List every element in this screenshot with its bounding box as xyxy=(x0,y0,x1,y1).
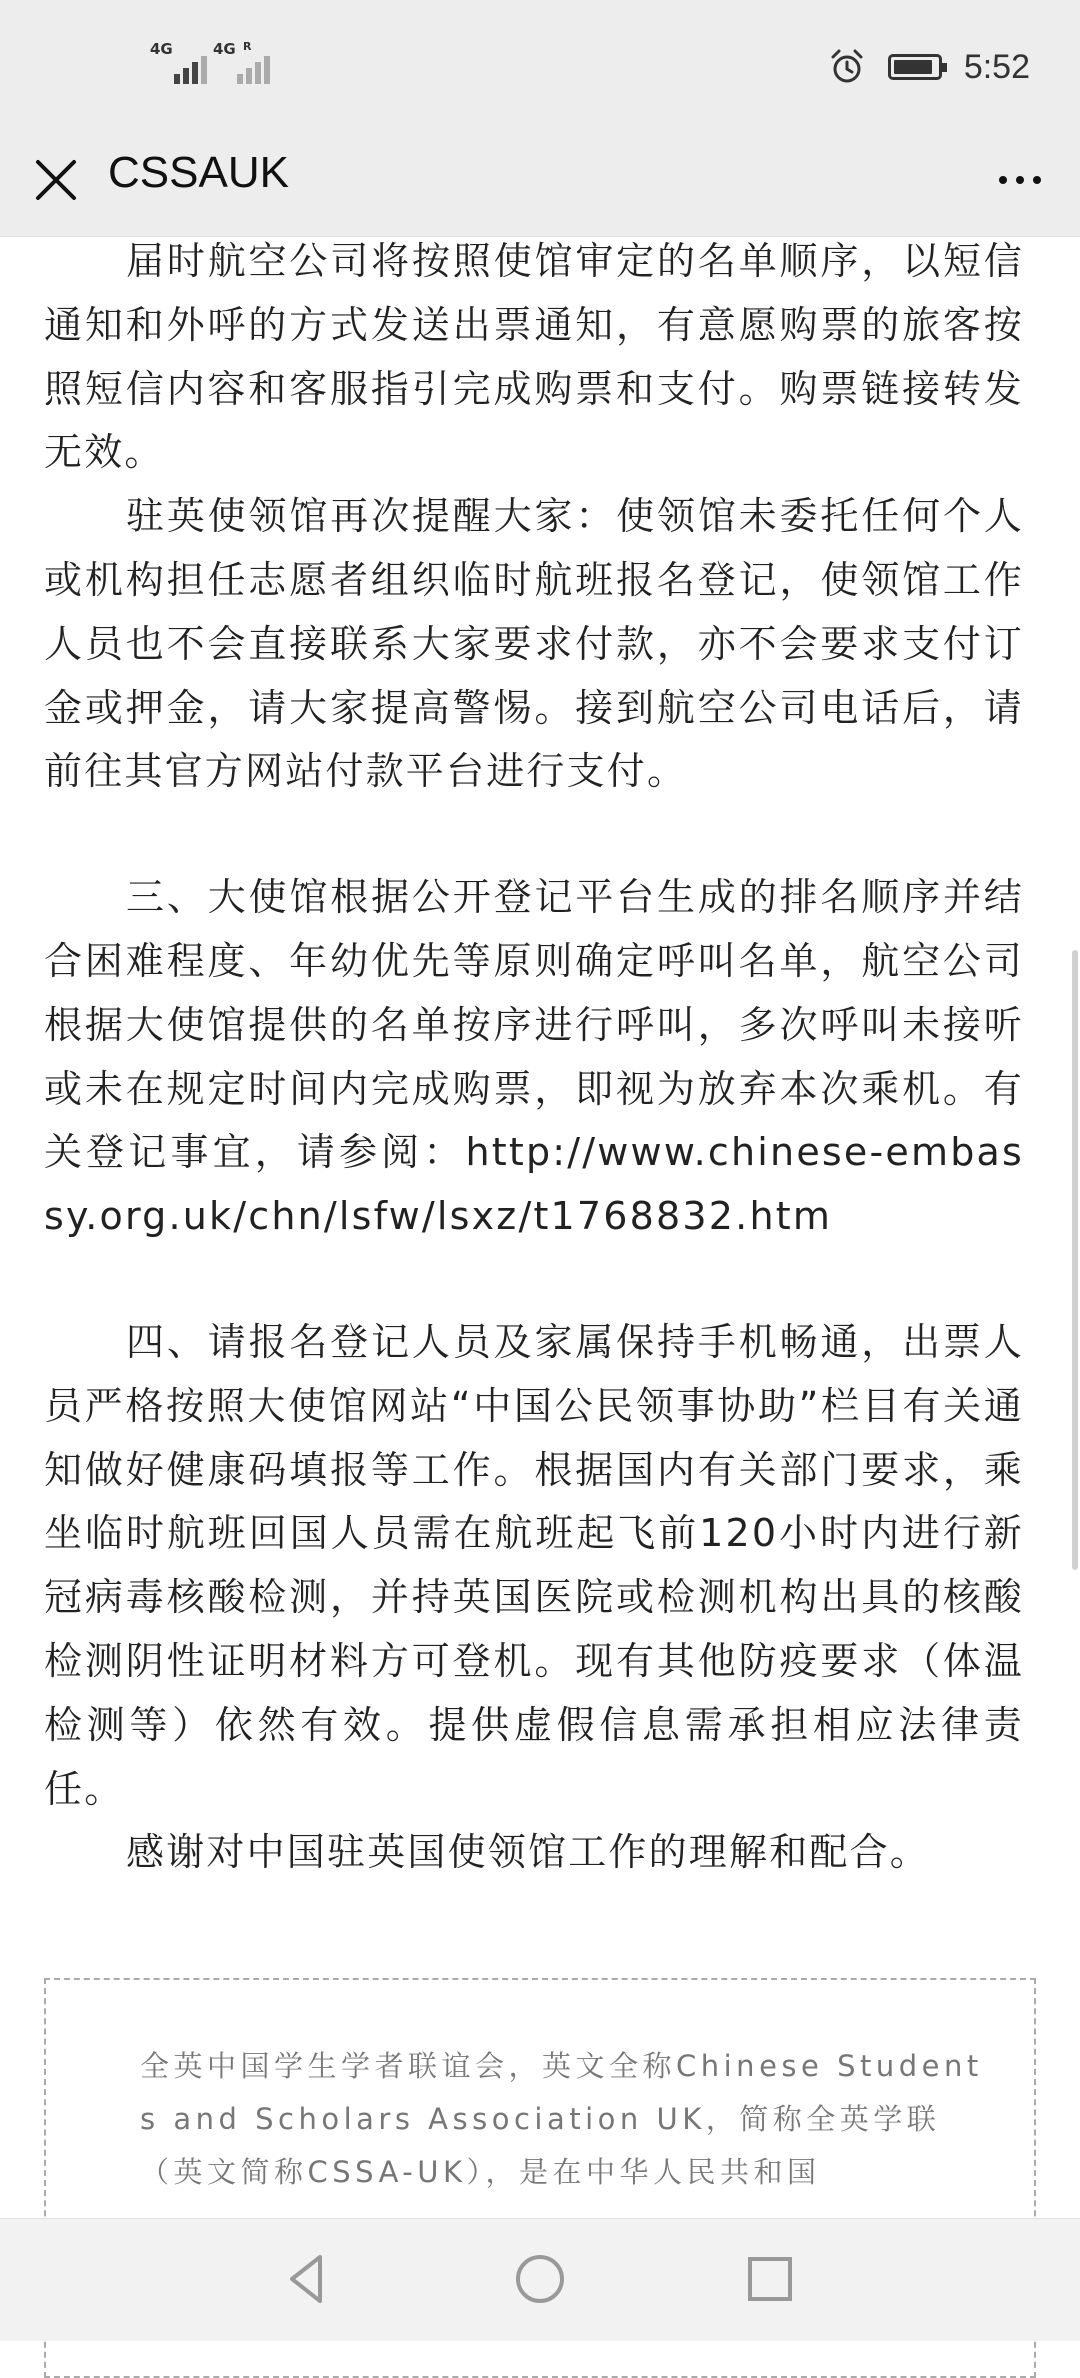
article-body xyxy=(44,230,1024,1885)
signal-icon xyxy=(213,40,273,86)
more-button[interactable] xyxy=(988,152,1052,208)
recents-button[interactable] xyxy=(738,2247,802,2311)
article-paragraph: 届时航空公司将按照使馆审定的名单顺序，以短信通知和外呼的方式发送出票通知，有意愿购票的旅客按照短信内容和客服指引完成购票和支付。购票链接转发无效。 xyxy=(44,239,1024,475)
back-icon xyxy=(276,2247,340,2311)
signal-icon xyxy=(150,40,210,86)
article-paragraph: 驻英使领馆再次提醒大家：使领馆未委托任何个人或机构担任志愿者组织临时航班报名登记，使领馆工作人员也不会直接联系大家要求付款，亦不会要求支付订金或押金，请大家提高警惕。接到航空公司电话后，请前往其官方网站付款平台进行支付。 xyxy=(44,494,1024,794)
alarm-icon xyxy=(828,48,866,86)
page-title: CSSAUK xyxy=(108,148,289,197)
clock: 5:52 xyxy=(963,47,1030,86)
status-right xyxy=(828,42,1030,92)
roaming-label: R xyxy=(243,40,252,53)
battery-icon xyxy=(888,54,942,80)
recents-icon xyxy=(738,2247,802,2311)
info-text: 全英中国学生学者联谊会，英文全称Chinese Students and Scholars Association UK，简称全英学联（英文简称CSSA-UK），是在中华人民共和国 xyxy=(140,2049,983,2189)
navigation-bar xyxy=(0,2218,1080,2341)
back-button[interactable] xyxy=(276,2247,340,2311)
article-paragraph: 三、大使馆根据公开登记平台生成的排名顺序并结合困难程度、年幼优先等原则确定呼叫名单，航空公司根据大使馆提供的名单按序进行呼叫，多次呼叫未接听或未在规定时间内完成购票，即视为放弃本次乘机。有关登记事宜，请参阅：http://www.chinese-embassy.org.uk/chn/lsfw/lsxz/t1768832.htm xyxy=(44,875,1024,1239)
more-icon xyxy=(999,176,1007,184)
network-type-label: 4G xyxy=(150,40,173,58)
scrollbar[interactable] xyxy=(1072,950,1078,1570)
network-type-label: 4G xyxy=(213,40,236,58)
app-header xyxy=(0,130,1080,237)
close-button[interactable] xyxy=(28,152,84,208)
article-paragraph: 感谢对中国驻英国使领馆工作的理解和配合。 xyxy=(126,1830,931,1875)
status-bar xyxy=(0,0,1080,130)
article-paragraph: 四、请报名登记人员及家属保持手机畅通，出票人员严格按照大使馆网站“中国公民领事协助”栏目有关通知做好健康码填报等工作。根据国内有关部门要求，乘坐临时航班回国人员需在航班起飞前120小时内进行新冠病毒核酸检测，并持英国医院或检测机构出具的核酸检测阴性证明材料方可登机。现有其他防疫要求（体温检测等）依然有效。提供虚假信息需承担相应法律责任。 xyxy=(44,1319,1024,1811)
close-icon xyxy=(28,152,84,208)
home-icon xyxy=(508,2247,572,2311)
home-button[interactable] xyxy=(508,2247,572,2311)
